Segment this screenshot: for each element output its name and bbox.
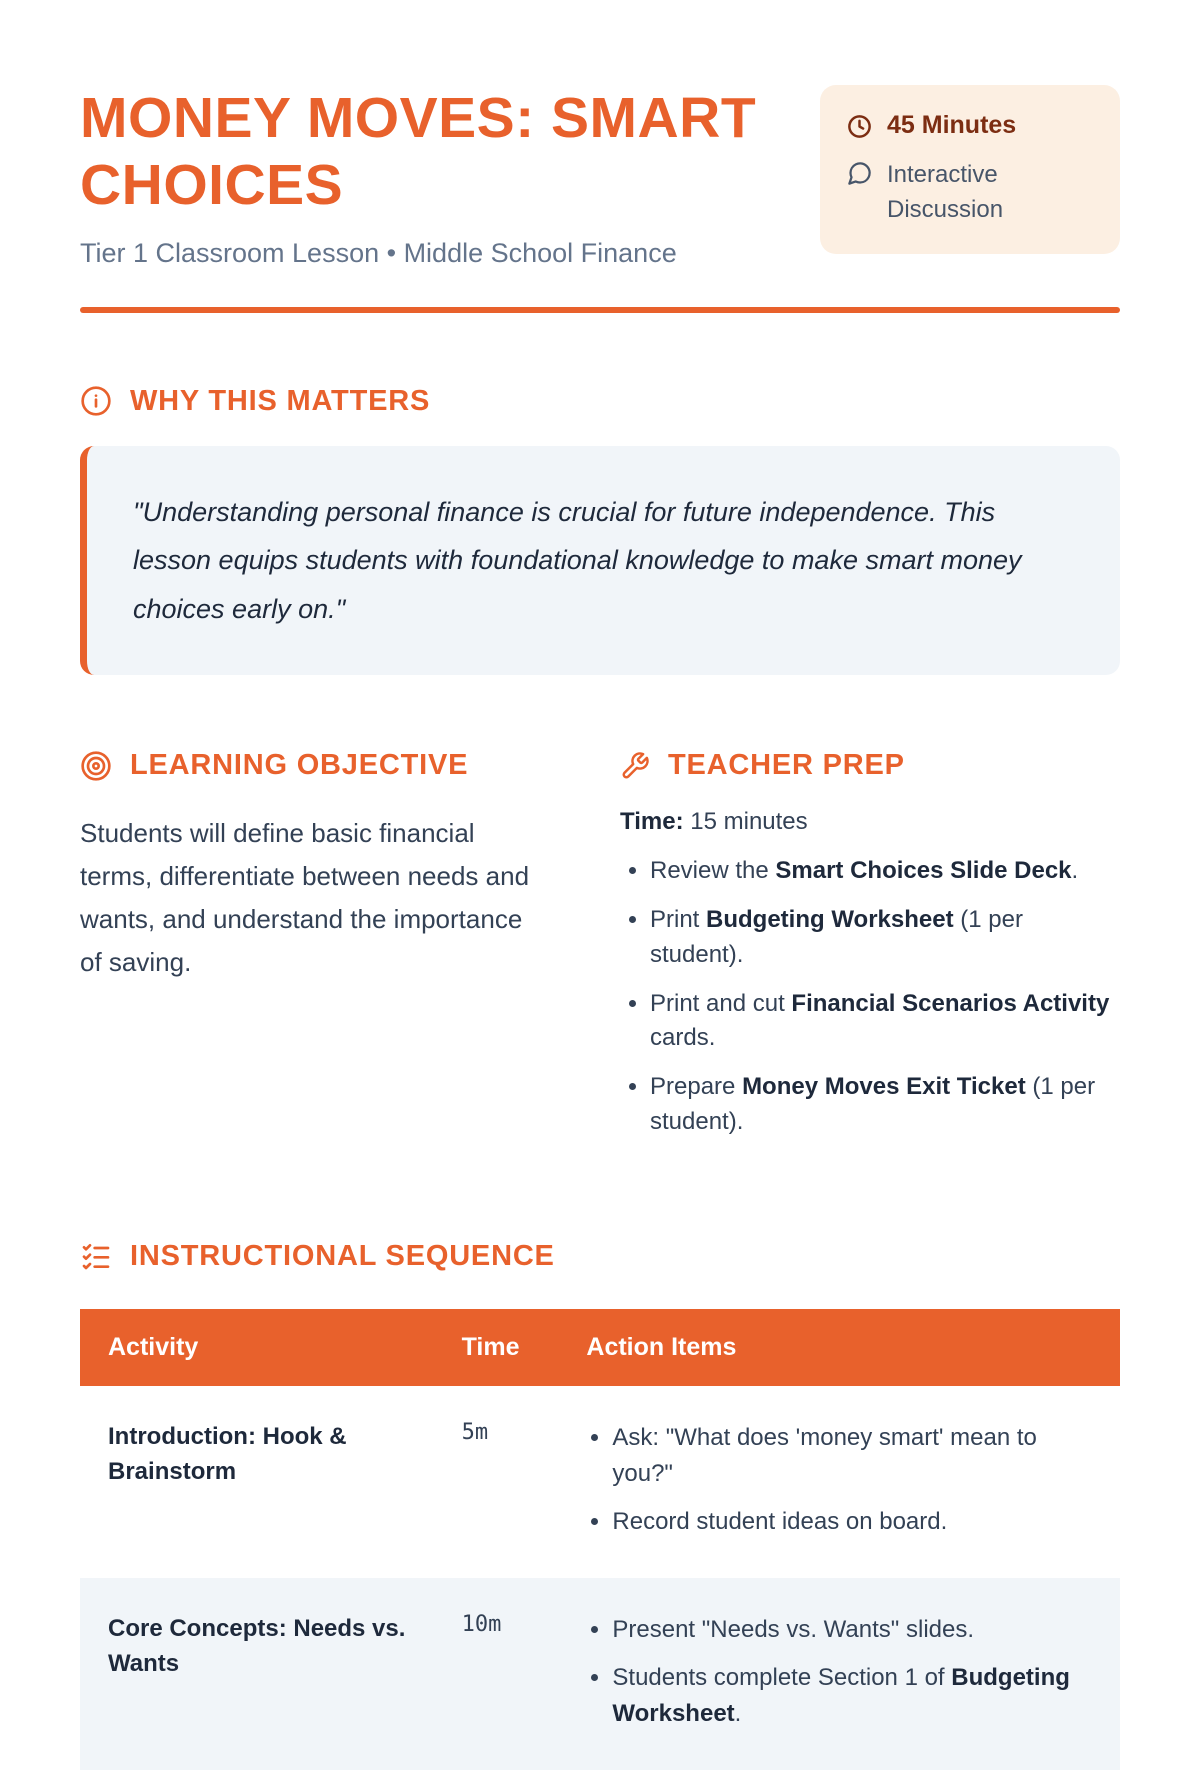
- header-title-block: [80, 85, 780, 269]
- bold-text: Budgeting Worksheet: [706, 906, 954, 934]
- teacher-prep-label: TEACHER PREP: [668, 749, 905, 782]
- instructional-sequence-heading: [80, 1240, 1120, 1273]
- format-row: [846, 158, 1094, 228]
- action-item: [612, 1504, 1092, 1540]
- text: Ask: "What does 'money smart' mean to you?": [612, 1423, 1037, 1487]
- text: Students complete Section 1 of: [612, 1663, 952, 1691]
- text: (1 per student).: [650, 906, 1023, 968]
- column-header-time: Time: [434, 1309, 559, 1386]
- wrench-icon: [620, 751, 650, 781]
- bold-text: Money Moves Exit Ticket: [742, 1073, 1026, 1101]
- lesson-format: Interactive Discussion: [887, 161, 1004, 223]
- text: Print: [650, 906, 707, 934]
- page-title: MONEY MOVES: SMART CHOICES: [80, 86, 757, 218]
- activity-cell: Core Concepts: Needs vs. Wants: [108, 1614, 406, 1677]
- column-header-activity: Activity: [80, 1309, 434, 1386]
- action-items-cell: [558, 1386, 1120, 1578]
- sequence-row: [80, 1386, 1120, 1578]
- time-cell: 5m: [461, 1419, 489, 1445]
- lesson-duration: 45 Minutes: [887, 111, 1017, 139]
- action-item: [612, 1420, 1092, 1492]
- column-header-action-items: Action Items: [558, 1309, 1120, 1386]
- text: Review the: [650, 857, 776, 885]
- checklist-icon: [80, 1240, 112, 1272]
- why-this-matters-section: [80, 385, 1120, 676]
- prep-item: [650, 903, 1120, 973]
- target-icon: [80, 750, 112, 782]
- teacher-prep-column: [620, 749, 1120, 1154]
- bold-text: Financial Scenarios Activity: [791, 989, 1110, 1017]
- instructional-sequence-label: INSTRUCTIONAL SEQUENCE: [130, 1239, 555, 1272]
- instructional-sequence-section: [80, 1240, 1120, 1770]
- text: .: [1071, 857, 1079, 885]
- action-item: [612, 1612, 1092, 1648]
- learning-objective-text: Students will define basic financial terms, differentiate between needs and wants, and understand the importance of saving.: [80, 818, 530, 977]
- lesson-meta-card: [820, 85, 1120, 254]
- prep-time: [620, 808, 1120, 836]
- prep-time-label: Time:: [620, 808, 684, 836]
- action-item: [612, 1660, 1092, 1732]
- rationale-quote: "Understanding personal finance is crucial for future independence. This lesson equips students with foundational knowledge to make smart money choices early on.": [80, 446, 1120, 676]
- prep-item: [650, 987, 1120, 1057]
- prep-item: [650, 1070, 1120, 1140]
- activity-cell: Introduction: Hook & Brainstorm: [108, 1422, 347, 1485]
- action-items-list: [586, 1612, 1092, 1732]
- sequence-row: [80, 1578, 1120, 1770]
- text: Record student ideas on board.: [612, 1507, 948, 1535]
- prep-item: [650, 854, 1120, 889]
- header-divider: [80, 307, 1120, 313]
- header: [80, 85, 1120, 269]
- prep-list: [620, 854, 1120, 1140]
- sequence-table: [80, 1309, 1120, 1770]
- time-cell: 10m: [461, 1611, 502, 1637]
- text: Present "Needs vs. Wants" slides.: [612, 1615, 975, 1643]
- sequence-header-row: [80, 1309, 1120, 1386]
- info-icon: [80, 385, 112, 417]
- objective-and-prep-section: [80, 749, 1120, 1154]
- teacher-prep-heading: [620, 749, 1120, 782]
- text: .: [734, 1699, 742, 1727]
- learning-objective-label: LEARNING OBJECTIVE: [130, 749, 469, 782]
- discussion-icon: [846, 160, 873, 187]
- text: (1 per student).: [650, 1073, 1096, 1136]
- action-items-cell: [558, 1578, 1120, 1770]
- text: cards.: [650, 1024, 716, 1052]
- sequence-table-head: [80, 1309, 1120, 1386]
- why-this-matters-label: WHY THIS MATTERS: [130, 384, 431, 417]
- text: Prepare: [650, 1073, 743, 1101]
- bold-text: Smart Choices Slide Deck: [775, 857, 1072, 885]
- learning-objective-heading: [80, 749, 530, 782]
- clock-icon: [846, 113, 873, 140]
- sequence-table-body: [80, 1386, 1120, 1770]
- text: Print and cut: [650, 989, 792, 1017]
- bold-text: Budgeting Worksheet: [612, 1663, 1070, 1727]
- why-this-matters-heading: [80, 385, 1120, 418]
- action-items-list: [586, 1420, 1092, 1540]
- learning-objective-column: [80, 749, 530, 984]
- page-subtitle: Tier 1 Classroom Lesson • Middle School Finance: [80, 237, 677, 268]
- prep-time-value: 15 minutes: [690, 808, 808, 836]
- duration-row: [846, 111, 1094, 140]
